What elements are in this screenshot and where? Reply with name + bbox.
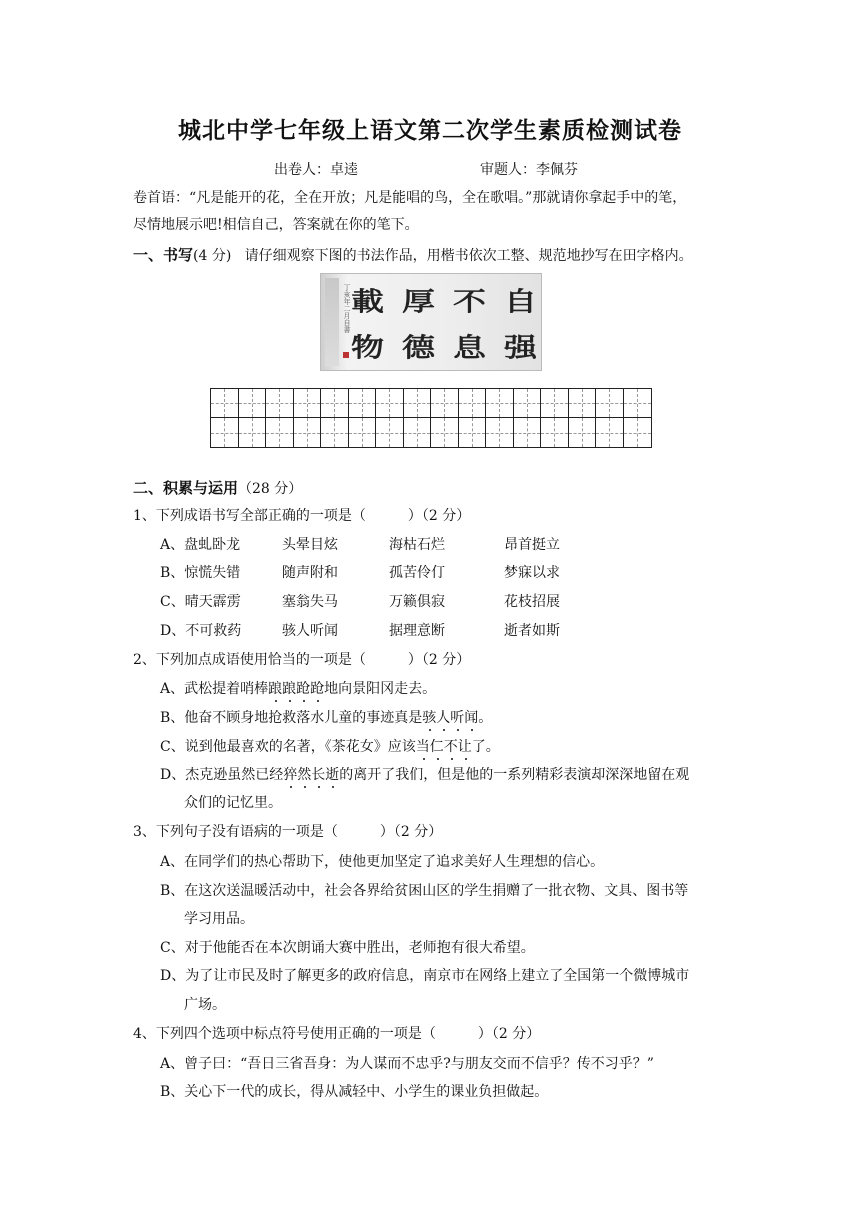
dotted-char: 不 bbox=[443, 739, 458, 755]
calligraphy-row-2 bbox=[351, 327, 537, 365]
calligraphy-seal bbox=[343, 352, 349, 358]
tianzige-cell[interactable] bbox=[541, 418, 569, 447]
dotted-char: 猝 bbox=[283, 767, 298, 783]
q4-stem: 4、下列四个选项中标点符号使用正确的一项是（ ）（2 分） bbox=[133, 1026, 541, 1042]
calligraphy-char: 載 bbox=[351, 285, 384, 317]
tianzige-cell[interactable] bbox=[569, 418, 597, 447]
tianzige-cell[interactable] bbox=[239, 418, 267, 447]
q3-stem: 3、下列句子没有语病的一项是（ ）（2 分） bbox=[133, 824, 443, 840]
option-word: 逝者如斯 bbox=[504, 623, 560, 639]
option-word: A、盘虬卧龙 bbox=[160, 537, 241, 553]
q2-option-c bbox=[160, 737, 500, 757]
tianzige-cell[interactable] bbox=[486, 418, 514, 447]
dotted-char: 听 bbox=[450, 710, 465, 726]
q4-option-b: B、关心下一代的成长，得从减轻中、小学生的课业负担做起。 bbox=[160, 1084, 549, 1100]
tianzige-cell[interactable] bbox=[459, 389, 487, 418]
dotted-char: 当 bbox=[415, 739, 430, 755]
option-word: B、惊慌失错 bbox=[160, 565, 241, 581]
dotted-char: 闻 bbox=[464, 710, 479, 726]
tianzige-cell[interactable] bbox=[211, 418, 239, 447]
q1-option-b bbox=[160, 563, 560, 583]
option-word: 花枝招展 bbox=[504, 594, 560, 610]
dotted-idiom bbox=[268, 681, 324, 697]
q2-option-d bbox=[160, 765, 689, 785]
section-1-instruction: 请仔细观察下图的书法作品，用楷书依次工整、规范地抄写在田字格内。 bbox=[244, 248, 693, 264]
tianzige-cell[interactable] bbox=[294, 418, 322, 447]
preface-line-1: 卷首语：“凡是能开的花，全在开放；凡是能唱的鸟，全在歌唱。”那就请你拿起手中的笔， bbox=[133, 190, 687, 206]
calligraphy-char: 德 bbox=[402, 331, 435, 363]
section-1-header bbox=[133, 245, 693, 266]
q2-option-d-cont: 众们的记忆里。 bbox=[184, 795, 282, 811]
dotted-char: 人 bbox=[436, 710, 451, 726]
dotted-char: 逝 bbox=[325, 767, 340, 783]
option-word: 梦寐以求 bbox=[504, 565, 560, 581]
q3-option-b-cont: 学习用品。 bbox=[184, 911, 254, 927]
tianzige-cell[interactable] bbox=[294, 389, 322, 418]
option-word: 据理意断 bbox=[389, 623, 445, 639]
q1-option-a bbox=[160, 535, 560, 555]
tianzige-cell[interactable] bbox=[541, 389, 569, 418]
option-text: 地向景阳冈走去。 bbox=[324, 681, 437, 697]
calligraphy-image bbox=[320, 273, 542, 371]
q3-option-a: A、在同学们的热心帮助下，使他更加坚定了追求美好人生理想的信心。 bbox=[160, 854, 605, 870]
tianzige-cell[interactable] bbox=[321, 389, 349, 418]
tianzige-cell[interactable] bbox=[431, 418, 459, 447]
section-1-score: (4 分) bbox=[193, 248, 232, 264]
tianzige-cell[interactable] bbox=[321, 418, 349, 447]
dotted-char: 仁 bbox=[429, 739, 444, 755]
tianzige-cell[interactable] bbox=[266, 389, 294, 418]
tianzige-cell[interactable] bbox=[349, 389, 377, 418]
option-word: C、晴天霹雳 bbox=[160, 594, 241, 610]
section-2-header bbox=[133, 478, 302, 499]
option-text: B、他奋不顾身地抢救落水儿童的事迹真是 bbox=[160, 710, 423, 726]
section-2-score: （28 分） bbox=[238, 481, 303, 497]
option-text: C、说到他最喜欢的名著，《茶花女》应该 bbox=[160, 739, 416, 755]
tianzige-cell[interactable] bbox=[486, 389, 514, 418]
dotted-char: 跄 bbox=[296, 681, 311, 697]
q4-option-a: A、曾子曰：“吾日三省吾身：为人谋而不忠乎?与朋友交而不信乎？传不习乎？” bbox=[160, 1056, 654, 1072]
option-word: 头晕目炫 bbox=[282, 537, 338, 553]
setter-line: 出卷人：卓逵 bbox=[274, 162, 358, 178]
dotted-char: 踉 bbox=[282, 681, 297, 697]
dotted-char: 让 bbox=[457, 739, 472, 755]
dotted-idiom bbox=[422, 710, 478, 726]
q3-option-d-cont: 广场。 bbox=[184, 997, 226, 1013]
calligraphy-char: 强 bbox=[504, 331, 537, 363]
tianzige-cell[interactable] bbox=[514, 418, 542, 447]
option-word: 海枯石烂 bbox=[389, 537, 445, 553]
tianzige-cell[interactable] bbox=[239, 389, 267, 418]
calligraphy-char: 厚 bbox=[402, 285, 435, 317]
dotted-char: 踉 bbox=[268, 681, 283, 697]
dotted-char: 跄 bbox=[310, 681, 325, 697]
option-word: 万籁俱寂 bbox=[389, 594, 445, 610]
tianzige-cell[interactable] bbox=[624, 418, 652, 447]
dotted-idiom bbox=[416, 739, 472, 755]
tianzige-cell[interactable] bbox=[349, 418, 377, 447]
q2-option-a bbox=[160, 679, 436, 699]
tianzige-cell[interactable] bbox=[376, 389, 404, 418]
preface-line-2: 尽情地展示吧!相信自己，答案就在你的笔下。 bbox=[133, 217, 419, 233]
q3-option-b: B、在这次送温暖活动中，社会各界给贫困山区的学生捐赠了一批衣物、文具、图书等 bbox=[160, 883, 689, 899]
option-text: D、杰克逊虽然已经 bbox=[160, 767, 284, 783]
option-word: 随声附和 bbox=[282, 565, 338, 581]
option-word: 孤苦伶仃 bbox=[389, 565, 445, 581]
tianzige-cell[interactable] bbox=[514, 389, 542, 418]
calligraphy-border bbox=[325, 278, 339, 366]
calligraphy-char: 息 bbox=[453, 331, 486, 363]
tianzige-cell[interactable] bbox=[404, 389, 432, 418]
dotted-char: 骇 bbox=[422, 710, 437, 726]
tianzige-cell[interactable] bbox=[596, 418, 624, 447]
tianzige-cell[interactable] bbox=[569, 389, 597, 418]
dotted-char: 长 bbox=[311, 767, 326, 783]
q1-stem: 1、下列成语书写全部正确的一项是（ ）（2 分） bbox=[133, 508, 471, 524]
tianzige-cell[interactable] bbox=[596, 389, 624, 418]
tianzige-cell[interactable] bbox=[266, 418, 294, 447]
option-text: 了。 bbox=[471, 739, 500, 755]
q1-option-d bbox=[160, 621, 560, 641]
option-text: 。 bbox=[478, 710, 493, 726]
calligraphy-char: 不 bbox=[453, 285, 486, 317]
q3-option-c: C、对于他能否在本次朗诵大赛中胜出，老师抱有很大希望。 bbox=[160, 940, 535, 956]
tianzige-writing-grid[interactable] bbox=[210, 388, 652, 448]
reviewer-line: 审题人：李佩芬 bbox=[480, 162, 578, 178]
tianzige-cell[interactable] bbox=[459, 418, 487, 447]
option-text: A、武松提着哨棒 bbox=[160, 681, 269, 697]
dotted-idiom bbox=[283, 767, 339, 783]
calligraphy-inscription: 丁亥年二月自書 bbox=[343, 284, 351, 333]
q1-option-c bbox=[160, 592, 560, 612]
tianzige-cell[interactable] bbox=[376, 418, 404, 447]
calligraphy-char: 自 bbox=[504, 285, 537, 317]
option-word: D、不可救药 bbox=[160, 623, 242, 639]
option-word: 昂首挺立 bbox=[504, 537, 560, 553]
calligraphy-row-1 bbox=[351, 281, 537, 319]
calligraphy-char: 物 bbox=[351, 331, 384, 363]
q2-stem: 2、下列加点成语使用恰当的一项是（ ）（2 分） bbox=[133, 652, 471, 668]
option-word: 塞翁失马 bbox=[282, 594, 338, 610]
dotted-char: 然 bbox=[297, 767, 312, 783]
tianzige-cell[interactable] bbox=[404, 418, 432, 447]
q3-option-d: D、为了让市民及时了解更多的政府信息，南京市在网络上建立了全国第一个微博城市 bbox=[160, 968, 690, 984]
option-text: 的离开了我们，但是他的一系列精彩表演却深深地留在观 bbox=[339, 767, 690, 783]
section-1-heading: 一、书写 bbox=[133, 246, 194, 264]
tianzige-cell[interactable] bbox=[211, 389, 239, 418]
option-word: 骇人听闻 bbox=[282, 623, 338, 639]
tianzige-cell[interactable] bbox=[624, 389, 652, 418]
section-2-heading: 二、积累与运用 bbox=[133, 479, 239, 497]
q2-option-b bbox=[160, 708, 492, 728]
exam-title: 城北中学七年级上语文第二次学生素质检测试卷 bbox=[178, 118, 682, 144]
tianzige-cell[interactable] bbox=[431, 389, 459, 418]
